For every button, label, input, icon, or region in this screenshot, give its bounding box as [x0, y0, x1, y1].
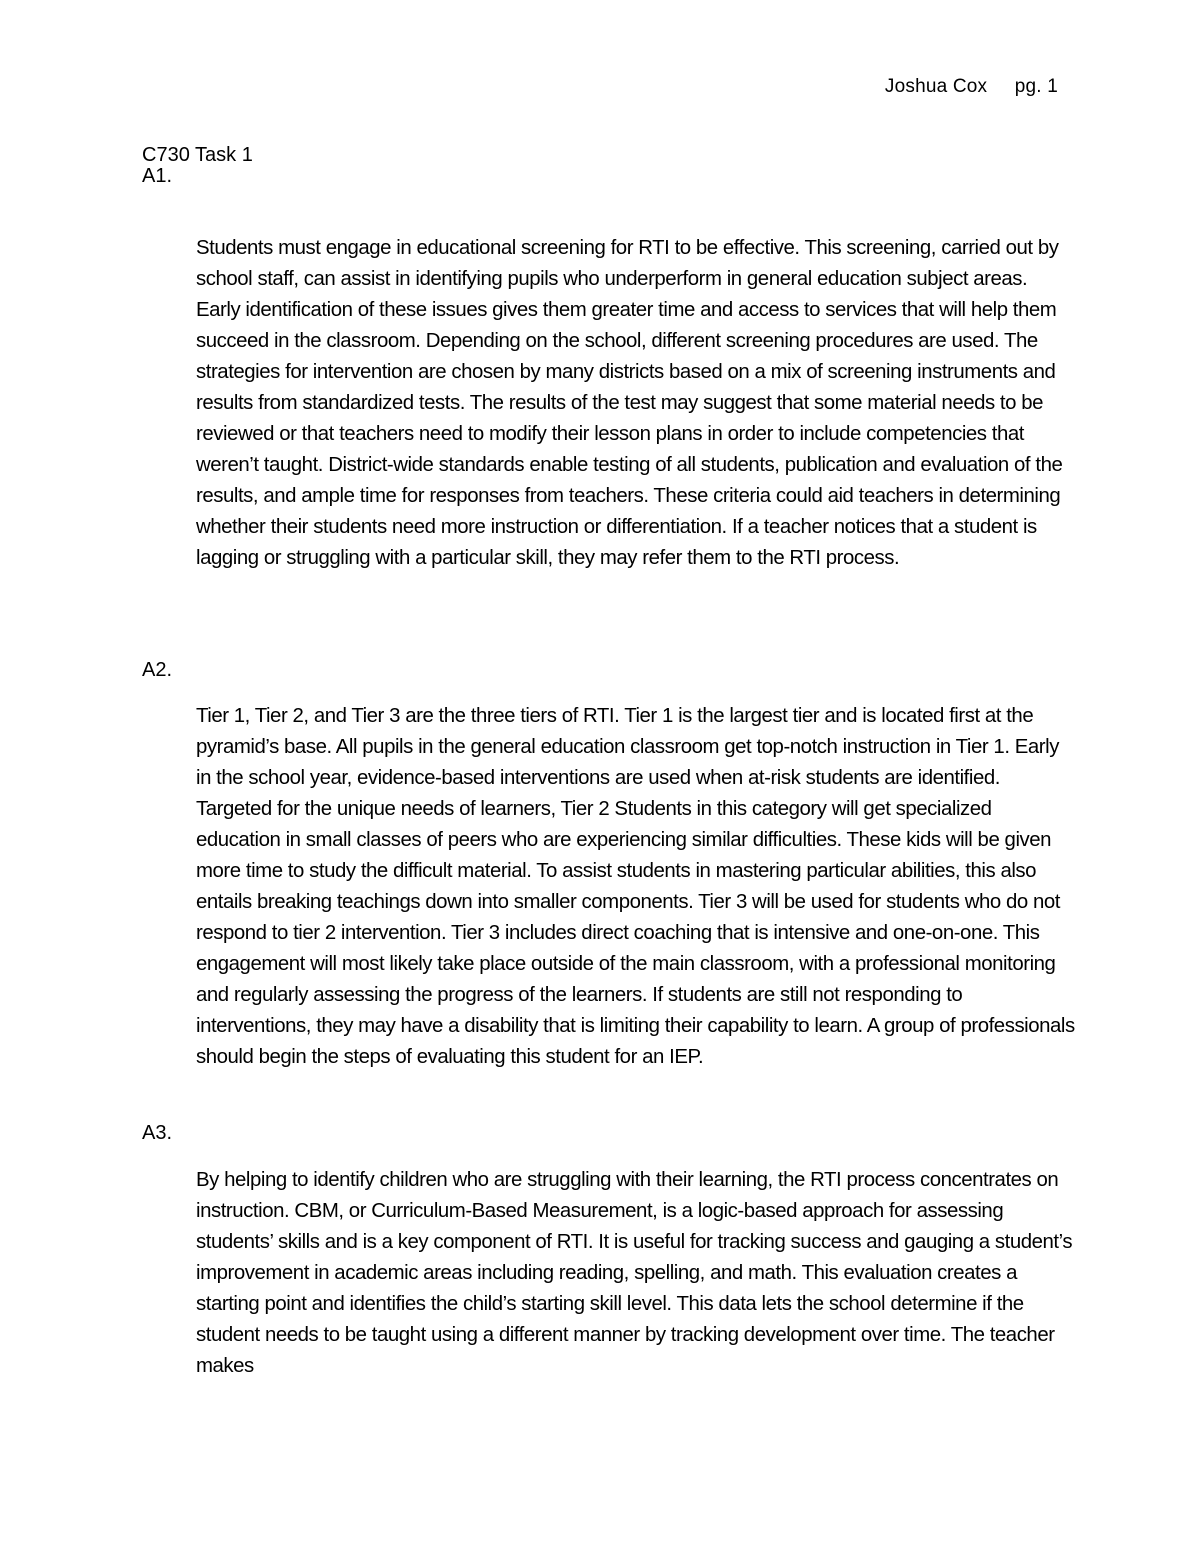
header-page-number: pg. 1 [1014, 76, 1058, 97]
section-text-a1: Students must engage in educational screening for RTI to be effective. This screening, carried out by school staff, can assist in identifying pupils who underperform in general education subject areas. Early identification of these issues gives them greater time and access to services that will help them succeed in the classroom. Depending on the school, different screening procedures are used. The strategies for intervention are chosen by many districts based on a mix of screening instruments and results from standardized tests. The results of the test may suggest that some material needs to be reviewed or that teachers need to modify their lesson plans in order to include competencies that weren’t taught. District-wide standards enable testing of all students, publication and evaluation of the results, and ample time for responses from teachers. These criteria could aid teachers in determining whether their students need more instruction or differentiation. If a teacher notices that a student is lagging or struggling with a particular skill, they may refer them to the RTI process. [196, 237, 1063, 569]
header-author: Joshua Cox [884, 76, 988, 97]
section-text-a2: Tier 1, Tier 2, and Tier 3 are the three tiers of RTI. Tier 1 is the largest tier and is located first at the pyramid’s base. All pupils in the general education classroom get top-notch instruction in Tier 1. Early in the school year, evidence-based interventions are used when at-risk students are identified. Targeted for the unique needs of learners, Tier 2 Students in this category will get specialized education in small classes of peers who are experiencing similar difficulties. These kids will be given more time to study the difficult material. To assist students in mastering particular abilities, this also entails breaking teachings down into smaller components. Tier 3 will be used for students who do not respond to tier 2 intervention. Tier 3 includes direct coaching that is intensive and one-on-one. This engagement will most likely take place outside of the main classroom, with a professional monitoring and regularly assessing the progress of the learners. If students are still not responding to interventions, they may have a disability that is limiting their capability to learn. A group of professionals should begin the steps of evaluating this student for an IEP. [196, 705, 1075, 1068]
section-label-a1: A1. [142, 165, 173, 187]
document-title: C730 Task 1 [142, 144, 253, 166]
page-header [885, 76, 1058, 98]
section-label-a3: A3. [142, 1122, 173, 1144]
section-label-a2: A2. [142, 659, 173, 681]
section-text-a3: By helping to identify children who are struggling with their learning, the RTI process concentrates on instruction. CBM, or Curriculum-Based Measurement, is a logic-based approach for assessing students’ skills and is a key component of RTI. It is useful for tracking success and gauging a student’s improvement in academic areas including reading, spelling, and math. This evaluation creates a starting point and identifies the child’s starting skill level. This data lets the school determine if the student needs to be taught using a different manner by tracking development over time. The teacher makes [196, 1169, 1073, 1377]
